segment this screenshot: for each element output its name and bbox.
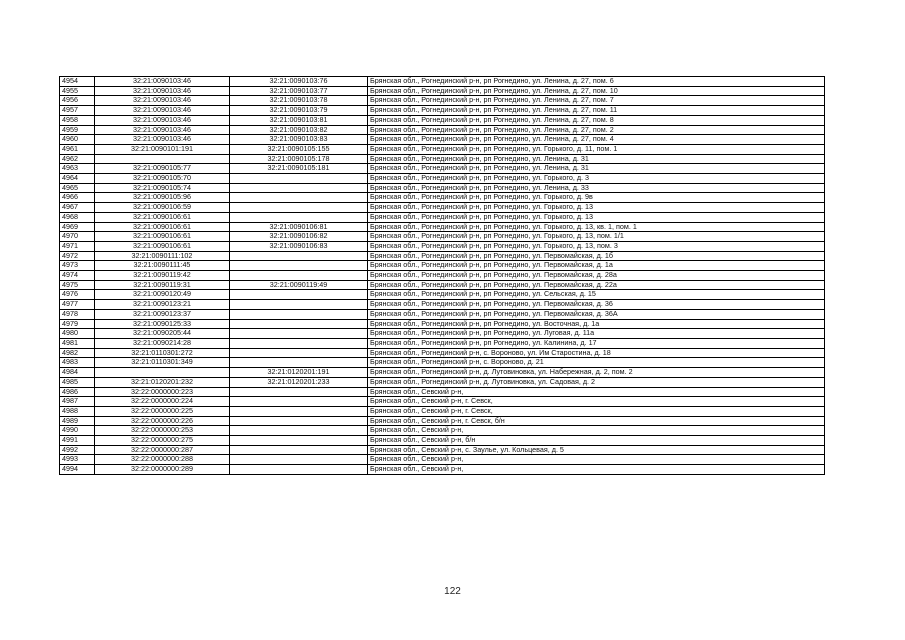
table-row [60, 406, 825, 416]
table-row [60, 232, 825, 242]
row-number-cell: 4963 [60, 164, 95, 174]
address-cell: Брянская обл., Рогнединский р-н, рп Рогнедино, ул. Первомайская, д. 1а [368, 261, 825, 271]
row-number-cell: 4981 [60, 338, 95, 348]
row-number-cell: 4990 [60, 426, 95, 436]
row-number-cell: 4964 [60, 174, 95, 184]
table-row [60, 377, 825, 387]
cadastral-number-cell: 32:22:0000000:253 [95, 426, 230, 436]
object-cadastral-number-cell [230, 271, 368, 281]
cadastral-number-cell: 32:21:0090106:61 [95, 212, 230, 222]
row-number-cell: 4988 [60, 406, 95, 416]
cadastral-number-cell: 32:21:0090105:70 [95, 174, 230, 184]
address-cell: Брянская обл., Рогнединский р-н, с. Вороново, д. 21 [368, 358, 825, 368]
row-number-cell: 4954 [60, 77, 95, 87]
cadastral-number-cell: 32:22:0000000:223 [95, 387, 230, 397]
address-cell: Брянская обл., Рогнединский р-н, рп Рогнедино, ул. Сельская, д. 15 [368, 290, 825, 300]
address-cell: Брянская обл., Рогнединский р-н, рп Рогнедино, ул. Горького, д. 3 [368, 174, 825, 184]
object-cadastral-number-cell [230, 309, 368, 319]
object-cadastral-number-cell: 32:21:0120201:191 [230, 368, 368, 378]
object-cadastral-number-cell [230, 397, 368, 407]
cadastral-number-cell [95, 154, 230, 164]
address-cell: Брянская обл., Севский р-н, с. Заулье, ул. Кольцевая, д. 5 [368, 445, 825, 455]
row-number-cell: 4987 [60, 397, 95, 407]
object-cadastral-number-cell: 32:21:0090106:83 [230, 241, 368, 251]
address-cell: Брянская обл., Рогнединский р-н, рп Рогнедино, ул. Горького, д. 13 [368, 212, 825, 222]
address-cell: Брянская обл., Севский р-н, б/н [368, 436, 825, 446]
row-number-cell: 4982 [60, 348, 95, 358]
row-number-cell: 4984 [60, 368, 95, 378]
row-number-cell: 4992 [60, 445, 95, 455]
object-cadastral-number-cell: 32:21:0090106:82 [230, 232, 368, 242]
table-body [60, 77, 825, 475]
table-row [60, 319, 825, 329]
address-cell: Брянская обл., Рогнединский р-н, рп Рогнедино, ул. Ленина, д. 33 [368, 183, 825, 193]
table-row [60, 183, 825, 193]
row-number-cell: 4959 [60, 125, 95, 135]
object-cadastral-number-cell: 32:21:0120201:233 [230, 377, 368, 387]
address-cell: Брянская обл., Рогнединский р-н, д. Лутовиновка, ул. Садовая, д. 2 [368, 377, 825, 387]
cadastral-number-cell: 32:21:0090106:59 [95, 203, 230, 213]
cadastral-number-cell: 32:21:0090105:77 [95, 164, 230, 174]
address-cell: Брянская обл., Рогнединский р-н, рп Рогнедино, ул. Ленина, д. 31 [368, 164, 825, 174]
row-number-cell: 4961 [60, 144, 95, 154]
object-cadastral-number-cell [230, 465, 368, 475]
object-cadastral-number-cell: 32:21:0090119:49 [230, 280, 368, 290]
object-cadastral-number-cell [230, 416, 368, 426]
cadastral-number-cell: 32:21:0090103:46 [95, 125, 230, 135]
address-cell: Брянская обл., Севский р-н, [368, 465, 825, 475]
row-number-cell: 4967 [60, 203, 95, 213]
address-cell: Брянская обл., Рогнединский р-н, рп Рогнедино, ул. Ленина, д. 31 [368, 154, 825, 164]
cadastral-number-cell: 32:21:0110301:272 [95, 348, 230, 358]
address-cell: Брянская обл., Рогнединский р-н, рп Рогнедино, ул. Первомайская, д. 1б [368, 251, 825, 261]
object-cadastral-number-cell [230, 329, 368, 339]
object-cadastral-number-cell [230, 426, 368, 436]
address-cell: Брянская обл., Рогнединский р-н, рп Рогнедино, ул. Калинина, д. 17 [368, 338, 825, 348]
object-cadastral-number-cell [230, 193, 368, 203]
table-row [60, 193, 825, 203]
table-row [60, 212, 825, 222]
address-cell: Брянская обл., Рогнединский р-н, рп Рогнедино, ул. Ленина, д. 27, пом. 8 [368, 115, 825, 125]
table-row [60, 329, 825, 339]
cadastral-number-cell: 32:22:0000000:225 [95, 406, 230, 416]
cadastral-number-cell: 32:21:0090103:46 [95, 135, 230, 145]
cadastral-number-cell: 32:22:0000000:224 [95, 397, 230, 407]
object-cadastral-number-cell: 32:21:0090105:181 [230, 164, 368, 174]
cadastral-number-cell: 32:21:0090119:42 [95, 271, 230, 281]
address-cell: Брянская обл., Севский р-н, [368, 426, 825, 436]
table-row [60, 261, 825, 271]
table-row [60, 115, 825, 125]
cadastral-number-cell: 32:22:0000000:289 [95, 465, 230, 475]
table-row [60, 465, 825, 475]
address-cell: Брянская обл., Рогнединский р-н, с. Вороново, ул. Им Старостина, д. 18 [368, 348, 825, 358]
address-cell: Брянская обл., Рогнединский р-н, рп Рогнедино, ул. Луговая, д. 11а [368, 329, 825, 339]
table-row [60, 125, 825, 135]
row-number-cell: 4976 [60, 290, 95, 300]
cadastral-number-cell: 32:21:0090101:191 [95, 144, 230, 154]
table-row [60, 445, 825, 455]
row-number-cell: 4977 [60, 300, 95, 310]
object-cadastral-number-cell [230, 251, 368, 261]
row-number-cell: 4958 [60, 115, 95, 125]
cadastral-number-cell: 32:22:0000000:288 [95, 455, 230, 465]
row-number-cell: 4974 [60, 271, 95, 281]
table-row [60, 86, 825, 96]
address-cell: Брянская обл., Рогнединский р-н, д. Лутовиновка, ул. Набережная, д. 2, пом. 2 [368, 368, 825, 378]
address-cell: Брянская обл., Рогнединский р-н, рп Рогнедино, ул. Горького, д. 9в [368, 193, 825, 203]
cadastral-number-cell: 32:21:0090120:49 [95, 290, 230, 300]
cadastral-number-cell: 32:21:0090106:61 [95, 232, 230, 242]
cadastral-number-cell: 32:21:0090103:46 [95, 86, 230, 96]
table-row [60, 241, 825, 251]
address-cell: Брянская обл., Рогнединский р-н, рп Рогнедино, ул. Ленина, д. 27, пом. 6 [368, 77, 825, 87]
row-number-cell: 4985 [60, 377, 95, 387]
table-row [60, 358, 825, 368]
object-cadastral-number-cell [230, 406, 368, 416]
row-number-cell: 4975 [60, 280, 95, 290]
row-number-cell: 4968 [60, 212, 95, 222]
address-cell: Брянская обл., Рогнединский р-н, рп Рогнедино, ул. Первомайская, д. 36 [368, 300, 825, 310]
cadastral-number-cell: 32:21:0090106:61 [95, 241, 230, 251]
address-cell: Брянская обл., Рогнединский р-н, рп Рогнедино, ул. Первомайская, д. 28а [368, 271, 825, 281]
table-row [60, 222, 825, 232]
object-cadastral-number-cell [230, 183, 368, 193]
cadastral-number-cell: 32:21:0090103:46 [95, 77, 230, 87]
row-number-cell: 4991 [60, 436, 95, 446]
table-row [60, 251, 825, 261]
address-cell: Брянская обл., Рогнединский р-н, рп Рогнедино, ул. Первомайская, д. 36А [368, 309, 825, 319]
table-row [60, 106, 825, 116]
row-number-cell: 4962 [60, 154, 95, 164]
object-cadastral-number-cell [230, 348, 368, 358]
cadastral-number-cell: 32:21:0090123:37 [95, 309, 230, 319]
row-number-cell: 4970 [60, 232, 95, 242]
cadastral-number-cell: 32:21:0090105:96 [95, 193, 230, 203]
row-number-cell: 4955 [60, 86, 95, 96]
object-cadastral-number-cell [230, 290, 368, 300]
cadastral-number-cell: 32:22:0000000:287 [95, 445, 230, 455]
table-row [60, 426, 825, 436]
object-cadastral-number-cell [230, 455, 368, 465]
table-row [60, 290, 825, 300]
row-number-cell: 4972 [60, 251, 95, 261]
object-cadastral-number-cell: 32:21:0090105:155 [230, 144, 368, 154]
object-cadastral-number-cell: 32:21:0090103:83 [230, 135, 368, 145]
row-number-cell: 4965 [60, 183, 95, 193]
table-row [60, 455, 825, 465]
row-number-cell: 4978 [60, 309, 95, 319]
address-cell: Брянская обл., Рогнединский р-н, рп Рогнедино, ул. Ленина, д. 27, пом. 10 [368, 86, 825, 96]
address-cell: Брянская обл., Севский р-н, г. Севск, [368, 406, 825, 416]
cadastral-number-cell: 32:21:0090103:46 [95, 115, 230, 125]
row-number-cell: 4966 [60, 193, 95, 203]
object-cadastral-number-cell [230, 300, 368, 310]
cadastral-number-cell: 32:21:0090205:44 [95, 329, 230, 339]
object-cadastral-number-cell: 32:21:0090103:76 [230, 77, 368, 87]
cadastral-number-cell: 32:21:0090125:33 [95, 319, 230, 329]
table-row [60, 397, 825, 407]
row-number-cell: 4980 [60, 329, 95, 339]
row-number-cell: 4979 [60, 319, 95, 329]
object-cadastral-number-cell [230, 212, 368, 222]
object-cadastral-number-cell [230, 203, 368, 213]
table-row [60, 348, 825, 358]
table-row [60, 309, 825, 319]
object-cadastral-number-cell [230, 261, 368, 271]
object-cadastral-number-cell [230, 436, 368, 446]
table-row [60, 387, 825, 397]
object-cadastral-number-cell: 32:21:0090105:178 [230, 154, 368, 164]
address-cell: Брянская обл., Рогнединский р-н, рп Рогнедино, ул. Горького, д. 13 [368, 203, 825, 213]
row-number-cell: 4989 [60, 416, 95, 426]
address-cell: Брянская обл., Рогнединский р-н, рп Рогнедино, ул. Ленина, д. 27, пом. 2 [368, 125, 825, 135]
row-number-cell: 4986 [60, 387, 95, 397]
table-row [60, 135, 825, 145]
row-number-cell: 4994 [60, 465, 95, 475]
object-cadastral-number-cell: 32:21:0090106:81 [230, 222, 368, 232]
object-cadastral-number-cell [230, 387, 368, 397]
object-cadastral-number-cell [230, 319, 368, 329]
object-cadastral-number-cell: 32:21:0090103:81 [230, 115, 368, 125]
table-row [60, 271, 825, 281]
address-cell: Брянская обл., Рогнединский р-н, рп Рогнедино, ул. Горького, д. 13, пом. 3 [368, 241, 825, 251]
address-cell: Брянская обл., Рогнединский р-н, рп Рогнедино, ул. Горького, д. 11, пом. 1 [368, 144, 825, 154]
row-number-cell: 4993 [60, 455, 95, 465]
table-row [60, 436, 825, 446]
cadastral-number-cell: 32:21:0090105:74 [95, 183, 230, 193]
row-number-cell: 4983 [60, 358, 95, 368]
row-number-cell: 4957 [60, 106, 95, 116]
cadastral-number-cell: 32:21:0090214:28 [95, 338, 230, 348]
table-row [60, 203, 825, 213]
table-row [60, 338, 825, 348]
cadastral-number-cell: 32:22:0000000:226 [95, 416, 230, 426]
row-number-cell: 4971 [60, 241, 95, 251]
cadastral-number-cell: 32:21:0090103:46 [95, 96, 230, 106]
cadastral-number-cell: 32:21:0090106:61 [95, 222, 230, 232]
object-cadastral-number-cell [230, 445, 368, 455]
object-cadastral-number-cell [230, 358, 368, 368]
table-row [60, 280, 825, 290]
cadastral-number-cell: 32:21:0110301:349 [95, 358, 230, 368]
table-row [60, 144, 825, 154]
row-number-cell: 4973 [60, 261, 95, 271]
object-cadastral-number-cell: 32:21:0090103:78 [230, 96, 368, 106]
cadastral-number-cell: 32:21:0090111:45 [95, 261, 230, 271]
cadastral-number-cell: 32:21:0090123:21 [95, 300, 230, 310]
cadastral-number-cell: 32:21:0120201:232 [95, 377, 230, 387]
address-cell: Брянская обл., Рогнединский р-н, рп Рогнедино, ул. Горького, д. 13, пом. 1/1 [368, 232, 825, 242]
address-cell: Брянская обл., Рогнединский р-н, рп Рогнедино, ул. Ленина, д. 27, пом. 4 [368, 135, 825, 145]
cadastral-number-cell: 32:22:0000000:275 [95, 436, 230, 446]
cadastral-number-cell [95, 368, 230, 378]
object-cadastral-number-cell [230, 174, 368, 184]
address-cell: Брянская обл., Рогнединский р-н, рп Рогнедино, ул. Горького, д. 13, кв. 1, пом. 1 [368, 222, 825, 232]
address-cell: Брянская обл., Рогнединский р-н, рп Рогнедино, ул. Ленина, д. 27, пом. 7 [368, 96, 825, 106]
table-row [60, 174, 825, 184]
address-cell: Брянская обл., Рогнединский р-н, рп Рогнедино, ул. Первомайская, д. 22а [368, 280, 825, 290]
cadastral-number-cell: 32:21:0090103:46 [95, 106, 230, 116]
row-number-cell: 4969 [60, 222, 95, 232]
table-row [60, 154, 825, 164]
cadastral-number-cell: 32:21:0090111:102 [95, 251, 230, 261]
table-row [60, 77, 825, 87]
address-cell: Брянская обл., Рогнединский р-н, рп Рогнедино, ул. Восточная, д. 1а [368, 319, 825, 329]
page-number: 122 [444, 586, 461, 597]
table-row [60, 368, 825, 378]
property-registry-table [59, 76, 825, 475]
row-number-cell: 4956 [60, 96, 95, 106]
object-cadastral-number-cell: 32:21:0090103:82 [230, 125, 368, 135]
table-row [60, 96, 825, 106]
object-cadastral-number-cell: 32:21:0090103:77 [230, 86, 368, 96]
address-cell: Брянская обл., Севский р-н, [368, 387, 825, 397]
address-cell: Брянская обл., Рогнединский р-н, рп Рогнедино, ул. Ленина, д. 27, пом. 11 [368, 106, 825, 116]
address-cell: Брянская обл., Севский р-н, г. Севск, [368, 397, 825, 407]
table-row [60, 164, 825, 174]
table-row [60, 416, 825, 426]
cadastral-number-cell: 32:21:0090119:31 [95, 280, 230, 290]
object-cadastral-number-cell: 32:21:0090103:79 [230, 106, 368, 116]
address-cell: Брянская обл., Севский р-н, [368, 455, 825, 465]
table-row [60, 300, 825, 310]
object-cadastral-number-cell [230, 338, 368, 348]
row-number-cell: 4960 [60, 135, 95, 145]
address-cell: Брянская обл., Севский р-н, г. Севск, б/н [368, 416, 825, 426]
